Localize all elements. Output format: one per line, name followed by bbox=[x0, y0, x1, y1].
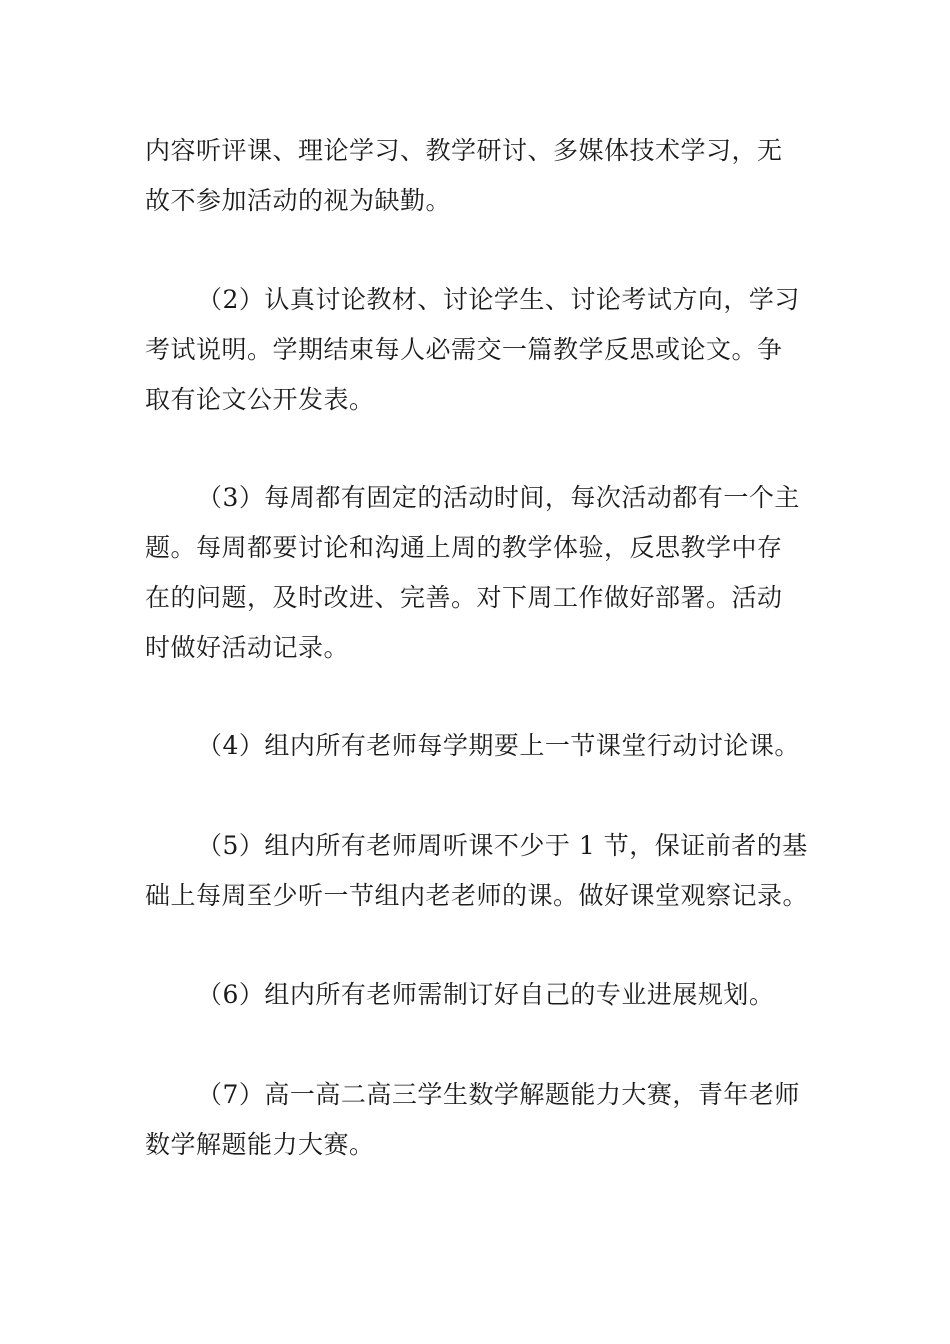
text-line: 题。每周都要讨论和沟通上周的教学体验，反思教学中存 bbox=[145, 533, 783, 562]
text-line: 础上每周至少听一节组内老老师的课。做好课堂观察记录。 bbox=[145, 881, 809, 910]
text-line: 考试说明。学期结束每人必需交一篇教学反思或论文。争 bbox=[145, 335, 783, 364]
text-line: 时做好活动记录。 bbox=[145, 633, 350, 662]
text-line: （3）每周都有固定的活动时间，每次活动都有一个主 bbox=[197, 483, 800, 512]
paragraph-item-5 bbox=[145, 821, 815, 921]
paragraph-item-7 bbox=[145, 1070, 815, 1170]
paragraph-continuation bbox=[145, 126, 815, 226]
paragraph-item-3 bbox=[145, 473, 815, 673]
paragraph-item-6 bbox=[145, 970, 815, 1020]
text-line: 在的问题，及时改进、完善。对下周工作做好部署。活动 bbox=[145, 583, 783, 612]
paragraph-item-2 bbox=[145, 275, 815, 425]
text-line: 数学解题能力大赛。 bbox=[145, 1130, 375, 1159]
text-line: 内容听评课、理论学习、教学研讨、多媒体技术学习，无 bbox=[145, 136, 783, 165]
text-line: 故不参加活动的视为缺勤。 bbox=[145, 186, 452, 215]
text-line: （6）组内所有老师需制订好自己的专业进展规划。 bbox=[197, 980, 775, 1009]
text-line: 取有论文公开发表。 bbox=[145, 385, 375, 414]
text-line: （7）高一高二高三学生数学解题能力大赛，青年老师 bbox=[197, 1080, 800, 1109]
text-line: （4）组内所有老师每学期要上一节课堂行动讨论课。 bbox=[197, 731, 800, 760]
text-line: （5）组内所有老师周听课不少于 1 节，保证前者的基 bbox=[197, 831, 808, 860]
paragraph-item-4 bbox=[145, 721, 815, 771]
text-line: （2）认真讨论教材、讨论学生、讨论考试方向，学习 bbox=[197, 285, 800, 314]
